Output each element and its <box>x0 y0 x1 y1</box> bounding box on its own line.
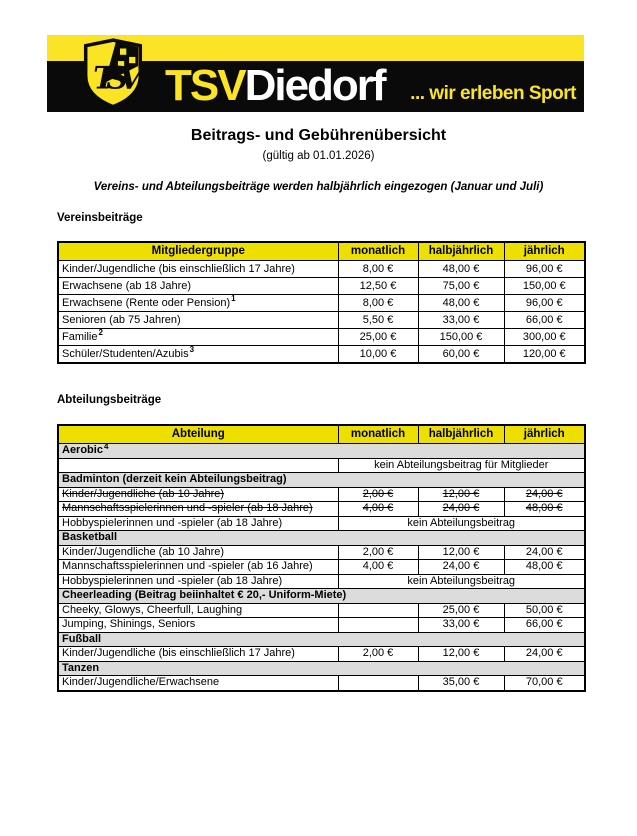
table-row <box>58 560 585 575</box>
fee-halfyear-cell: 33,00 € <box>418 312 504 329</box>
no-fee-note-cell: kein Abteilungsbeitrag <box>338 516 585 531</box>
footnote-marker: 3 <box>189 345 195 355</box>
table-row <box>58 603 585 618</box>
col-header-halbjaehrlich: halbjährlich <box>418 242 504 261</box>
fee-yearly-cell: 48,00 € <box>504 560 585 575</box>
fee-halfyear-cell: 150,00 € <box>418 329 504 346</box>
page-title: Beitrags- und Gebührenübersicht <box>190 127 447 144</box>
fee-halfyear-cell: 60,00 € <box>418 346 504 364</box>
fee-halfyear-cell: 48,00 € <box>418 261 504 278</box>
fee-yearly-cell: 24,00 € <box>504 647 585 662</box>
department-name-cell: Badminton (derzeit kein Abteilungsbeitrag) <box>58 473 585 488</box>
table-row <box>58 295 585 312</box>
table-row <box>58 647 585 662</box>
group-cell: Kinder/Jugendliche/Erwachsene <box>58 676 338 691</box>
member-group-cell: Kinder/Jugendliche (bis einschließlich 17 Jahre) <box>58 261 338 278</box>
department-name-cell: Aerobic$^4$ <box>58 444 585 459</box>
vereinsbeitraege-table <box>57 241 586 364</box>
fee-halfyear-cell: 33,00 € <box>418 618 504 633</box>
section-heading-abteilungsbeitraege: Abteilungsbeiträge <box>57 394 162 406</box>
fee-monthly-cell: 4,00 € <box>338 502 418 517</box>
table-row <box>58 458 585 473</box>
fee-monthly-cell: 12,50 € <box>338 278 418 295</box>
club-wordmark <box>165 61 385 110</box>
member-group-cell: Schüler/Studenten/Azubis$^3$ <box>58 346 338 364</box>
fee-monthly-cell: 2,00 € <box>338 487 418 502</box>
fee-halfyear-cell: 24,00 € <box>418 560 504 575</box>
table-row <box>58 676 585 691</box>
fee-monthly-cell: 5,50 € <box>338 312 418 329</box>
col-header-abteilung: Abteilung <box>58 425 338 444</box>
table-header-row <box>58 242 585 261</box>
department-section-row <box>58 531 585 546</box>
table-row-struck <box>58 487 585 502</box>
club-banner <box>47 35 584 112</box>
club-slogan: ... wir erleben Sport <box>410 83 576 104</box>
fee-monthly-cell: 4,00 € <box>338 560 418 575</box>
department-section-row <box>58 473 585 488</box>
fee-halfyear-cell: 12,00 € <box>418 487 504 502</box>
table-row <box>58 618 585 633</box>
fee-yearly-cell: 300,00 € <box>504 329 585 346</box>
table-row <box>58 545 585 560</box>
section-heading-vereinsbeitraege: Vereinsbeiträge <box>57 212 143 224</box>
table-row-struck <box>58 502 585 517</box>
col-header-mitgliedergruppe: Mitgliedergruppe <box>58 242 338 261</box>
group-cell: Mannschaftsspielerinnen und -spieler (ab 18 Jahre) <box>58 502 338 517</box>
footnote-marker: 1 <box>231 294 236 304</box>
department-section-row <box>58 661 585 676</box>
club-short-name: TSV <box>165 61 245 110</box>
fee-monthly-cell: 2,00 € <box>338 545 418 560</box>
fee-halfyear-cell: 12,00 € <box>418 647 504 662</box>
table-row <box>58 278 585 295</box>
fee-yearly-cell: 96,00 € <box>504 295 585 312</box>
group-cell: Cheeky, Glowys, Cheerfull, Laughing <box>58 603 338 618</box>
table-row <box>58 312 585 329</box>
department-section-row <box>58 444 585 459</box>
fee-monthly-cell: 2,00 € <box>338 647 418 662</box>
fee-halfyear-cell: 25,00 € <box>418 603 504 618</box>
fee-halfyear-cell: 12,00 € <box>418 545 504 560</box>
table-row <box>58 346 585 364</box>
col-header-jaehrlich: jährlich <box>504 425 585 444</box>
table-row <box>58 516 585 531</box>
department-name-cell: Fußball <box>58 632 585 647</box>
group-cell: Hobbyspielerinnen und -spieler (ab 18 Jahre) <box>58 516 338 531</box>
club-crest-icon <box>78 38 148 108</box>
fee-monthly-cell <box>338 603 418 618</box>
club-name: Diedorf <box>244 61 385 110</box>
member-group-cell: Erwachsene (ab 18 Jahre) <box>58 278 338 295</box>
member-group-cell: Familie$^2$ <box>58 329 338 346</box>
fee-halfyear-cell: 24,00 € <box>418 502 504 517</box>
department-name-cell: Cheerleading (Beitrag beiinhaltet € 20,- Uniform-Miete) <box>58 589 585 604</box>
group-cell: Hobbyspielerinnen und -spieler (ab 18 Jahre) <box>58 574 338 589</box>
fee-halfyear-cell: 35,00 € <box>418 676 504 691</box>
fee-yearly-cell: 24,00 € <box>504 545 585 560</box>
member-group-cell: Erwachsene (Rente oder Pension)$^1$ <box>58 295 338 312</box>
group-cell: Kinder/Jugendliche (ab 10 Jahre) <box>58 545 338 560</box>
col-header-halbjaehrlich: halbjährlich <box>418 425 504 444</box>
abteilungsbeitraege-table <box>57 424 586 692</box>
fee-monthly-cell <box>338 618 418 633</box>
no-fee-note-cell: kein Abteilungsbeitrag für Mitglieder <box>338 458 585 473</box>
table-row <box>58 574 585 589</box>
fee-yearly-cell: 150,00 € <box>504 278 585 295</box>
fee-yearly-cell: 70,00 € <box>504 676 585 691</box>
fee-yearly-cell: 120,00 € <box>504 346 585 364</box>
table-header-row <box>58 425 585 444</box>
department-name-cell: Tanzen <box>58 661 585 676</box>
col-header-monatlich: monatlich <box>338 425 418 444</box>
department-section-row <box>58 632 585 647</box>
department-section-row <box>58 589 585 604</box>
validity-note: (gültig ab 01.01.2026) <box>262 150 375 162</box>
no-fee-note-cell: kein Abteilungsbeitrag <box>338 574 585 589</box>
table-row <box>58 329 585 346</box>
member-group-cell: Senioren (ab 75 Jahren) <box>58 312 338 329</box>
fee-yearly-cell: 48,00 € <box>504 502 585 517</box>
footnote-marker: 4 <box>103 443 109 451</box>
fee-yearly-cell: 66,00 € <box>504 312 585 329</box>
fee-halfyear-cell: 75,00 € <box>418 278 504 295</box>
debit-notice: Vereins- und Abteilungsbeiträge werden halbjährlich eingezogen (Januar und Juli) <box>93 181 544 193</box>
footnote-marker: 2 <box>98 328 103 338</box>
empty-cell <box>58 458 338 473</box>
fee-monthly-cell: 8,00 € <box>338 295 418 312</box>
group-cell: Kinder/Jugendliche (bis einschließlich 17 Jahre) <box>58 647 338 662</box>
fee-yearly-cell: 66,00 € <box>504 618 585 633</box>
group-cell: Mannschaftsspielerinnen und -spieler (ab 16 Jahre) <box>58 560 338 575</box>
fee-yearly-cell: 50,00 € <box>504 603 585 618</box>
fee-monthly-cell: 8,00 € <box>338 261 418 278</box>
svg-text:TSV: TSV <box>93 60 133 97</box>
department-name-cell: Basketball <box>58 531 585 546</box>
fee-monthly-cell: 25,00 € <box>338 329 418 346</box>
fee-halfyear-cell: 48,00 € <box>418 295 504 312</box>
col-header-jaehrlich: jährlich <box>504 242 585 261</box>
fee-monthly-cell: 10,00 € <box>338 346 418 364</box>
table-row <box>58 261 585 278</box>
fee-yearly-cell: 24,00 € <box>504 487 585 502</box>
group-cell: Jumping, Shinings, Seniors <box>58 618 338 633</box>
fee-monthly-cell <box>338 676 418 691</box>
fee-yearly-cell: 96,00 € <box>504 261 585 278</box>
col-header-monatlich: monatlich <box>338 242 418 261</box>
group-cell: Kinder/Jugendliche (ab 10 Jahre) <box>58 487 338 502</box>
